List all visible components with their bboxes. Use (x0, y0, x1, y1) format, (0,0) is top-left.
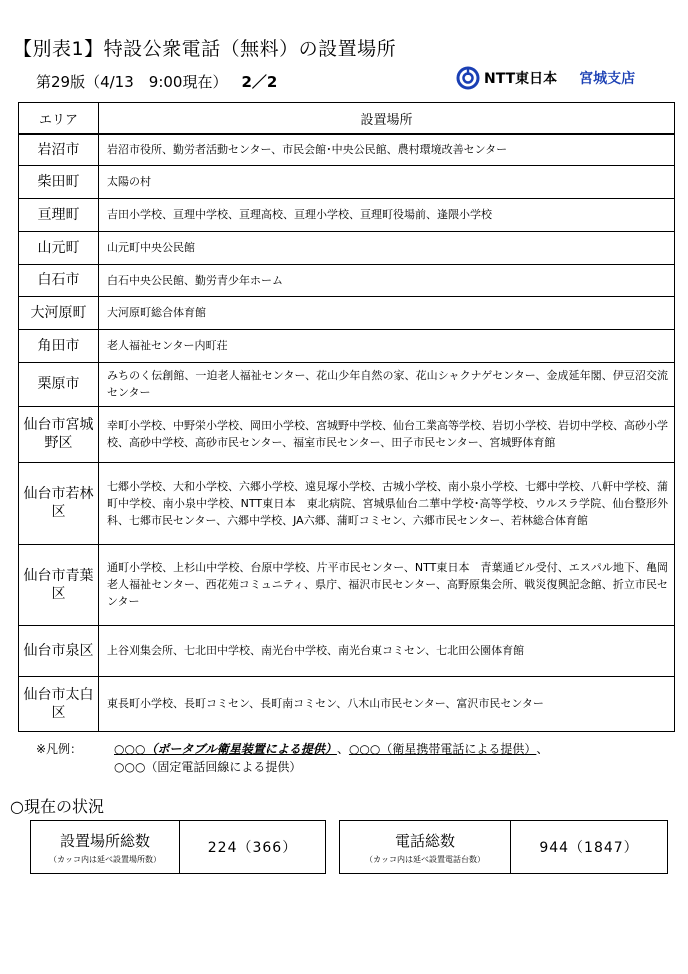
table-row (19, 296, 675, 329)
legend-portable: ○○○（ポータブル衛星装置による提供） (114, 742, 337, 756)
locations-cell: 山元町中央公民館 (99, 231, 675, 264)
branch-name: 宮城支店 (579, 71, 636, 87)
area-cell: 仙台市泉区 (19, 625, 99, 676)
table-row (19, 676, 675, 731)
status-heading: ○現在の状況 (10, 797, 104, 816)
locations-total-label: 設置場所総数 (59, 831, 150, 850)
table-row (19, 625, 675, 676)
legend-fixed: ○○○（固定電話回線による提供） (114, 760, 302, 774)
locations-cell: 岩沼市役所、勤労者活動センター、市民会館･中央公民館、農村環境改善センター (99, 134, 675, 165)
area-cell: 仙台市宮城野区 (19, 406, 99, 462)
table-row (19, 544, 675, 625)
locations-total-box (30, 820, 326, 874)
area-cell: 栗原市 (19, 362, 99, 406)
table-row (19, 264, 675, 296)
legend (36, 740, 548, 776)
table-row (19, 165, 675, 198)
area-cell: 仙台市若林区 (19, 462, 99, 544)
locations-table (18, 102, 675, 732)
ntt-logo-icon (456, 66, 480, 90)
locations-cell: 通町小学校、上杉山中学校、台原中学校、片平市民センター、NTT東日本 青葉通ビル受付、エスパル地下、亀岡老人福祉センター、西花苑コミュニティ、県庁、福沢市民センター、高野原集会所、戦災復興記念館、折立市民センター (99, 544, 675, 625)
legend-satellite: ○○○（衛星携帯電話による提供） (348, 742, 537, 756)
locations-cell: 東長町小学校、長町コミセン、長町南コミセン、八木山市民センター、富沢市民センター (99, 676, 675, 731)
area-cell: 角田市 (19, 329, 99, 362)
phones-total-value: 944（1847） (539, 840, 639, 856)
locations-total-note: （カッコ内は延べ設置場所数） (49, 854, 161, 864)
page-number: 2／2 (241, 73, 278, 91)
area-cell: 岩沼市 (19, 134, 99, 165)
table-row (19, 198, 675, 231)
table-header (19, 103, 675, 135)
locations-cell: 太陽の村 (99, 165, 675, 198)
column-header-locations: 設置場所 (99, 103, 675, 135)
phones-total-box (339, 820, 668, 874)
logo-text: NTT東日本 (484, 71, 558, 87)
legend-separator: 、 (336, 742, 349, 756)
area-cell: 大河原町 (19, 296, 99, 329)
version-line (36, 71, 277, 92)
area-cell: 柴田町 (19, 165, 99, 198)
table-row (19, 329, 675, 362)
page-title: 【別表1】特設公衆電話（無料）の設置場所 (13, 38, 397, 60)
table-row (19, 462, 675, 544)
phones-total-note: （カッコ内は延べ設置電話台数） (365, 854, 485, 864)
table-row (19, 134, 675, 165)
locations-total-value: 224（366） (207, 840, 298, 856)
legend-label: ※凡例： (36, 742, 83, 756)
area-cell: 仙台市太白区 (19, 676, 99, 731)
area-cell: 仙台市青葉区 (19, 544, 99, 625)
legend-separator: 、 (536, 742, 549, 756)
locations-cell: 七郷小学校、大和小学校、六郷小学校、遠見塚小学校、古城小学校、南小泉小学校、七郷中学校、八軒中学校、蒲町中学校、南小泉中学校、NTT東日本 東北病院、宮城県仙台二華中学校･高等学校、ウルスラ学院、仙台整形外科、七郷市民センター、六郷中学校、JA六郷、蒲町コミセン、六郷市民センター、若林総合体育館 (99, 462, 675, 544)
area-cell: 白石市 (19, 264, 99, 296)
version-text: 第29版（4/13 9:00現在） (36, 73, 228, 91)
locations-cell: 幸町小学校、中野栄小学校、岡田小学校、宮城野中学校、仙台工業高等学校、岩切小学校、岩切中学校、高砂小学校、高砂中学校、高砂市民センター、福室市民センター、田子市民センター、宮城野体育館 (99, 406, 675, 462)
table-row (19, 406, 675, 462)
locations-cell: みちのく伝創館、一迫老人福祉センター、花山少年自然の家、花山シャクナゲセンター、金成延年閣、伊豆沼交流センター (99, 362, 675, 406)
locations-cell: 上谷刈集会所、七北田中学校、南光台中学校、南光台東コミセン、七北田公園体育館 (99, 625, 675, 676)
column-header-area: エリア (19, 103, 99, 135)
locations-cell: 白石中央公民館、勤労青少年ホーム (99, 264, 675, 296)
table-row (19, 362, 675, 406)
table-row (19, 231, 675, 264)
area-cell: 亘理町 (19, 198, 99, 231)
locations-cell: 老人福祉センター内町荘 (99, 329, 675, 362)
locations-cell: 吉田小学校、亘理中学校、亘理高校、亘理小学校、亘理町役場前、逢隈小学校 (99, 198, 675, 231)
area-cell: 山元町 (19, 231, 99, 264)
locations-cell: 大河原町総合体育館 (99, 296, 675, 329)
ntt-logo (456, 66, 635, 90)
phones-total-label: 電話総数 (394, 831, 455, 850)
